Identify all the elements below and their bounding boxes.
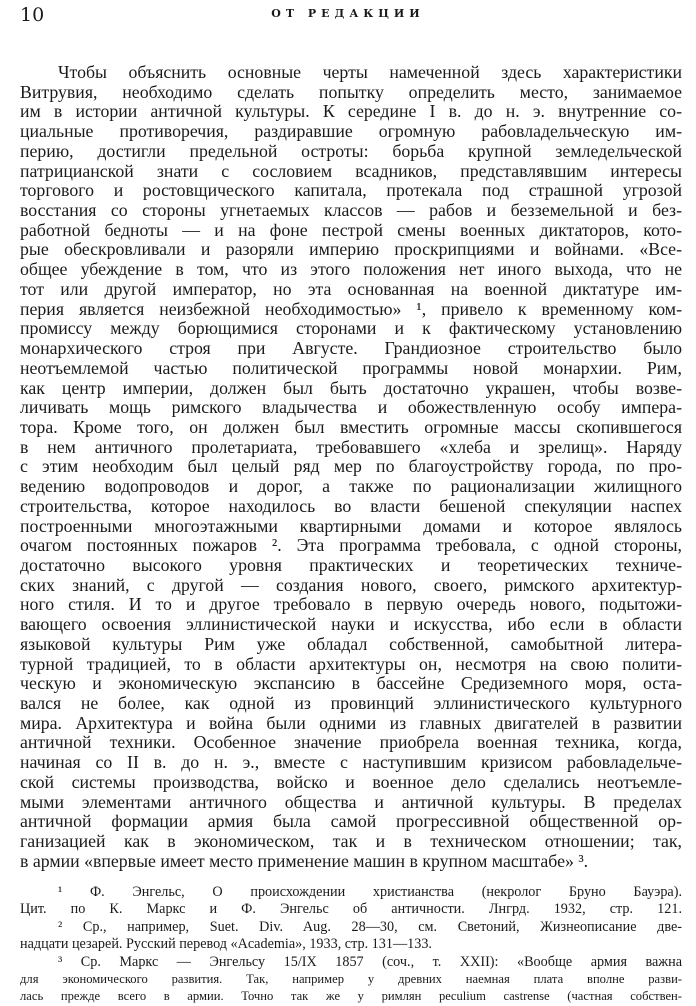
- text-line: ведению водопроводов и дорог, а также по рационализации жилищного: [20, 476, 682, 497]
- text-line: построенными многоэтажными квартирными домами и которое являлось: [20, 515, 682, 536]
- text-line: монархического строя при Августе. Грандиозное строительство было: [20, 338, 682, 359]
- text-line: перию, достигли предельной остроты: борьба крупной земледельческой: [20, 140, 682, 161]
- footnotes: [20, 884, 682, 1006]
- footnote-line: Цит. по К. Маркс и Ф. Энгельс об античности. Лнгрд. 1932, стр. 121.: [20, 901, 682, 918]
- page-number: 10: [20, 4, 45, 26]
- text-line: как центр империи, должен был быть достаточно украшен, чтобы возве-: [20, 377, 682, 398]
- text-line: циальные противоречия, раздиравшие огромную рабовладельческую им-: [20, 121, 682, 142]
- text-line: общее убеждение в том, что из этого положения нет иного выхода, что не: [20, 259, 682, 280]
- text-line: личивать мощь римского владычества и обожествленную особу импера-: [20, 397, 682, 418]
- text-line: ской системы производства, войско и военное дело сделались неотъемле-: [20, 771, 682, 792]
- text-line: достаточно высокого уровня практических и теоретических техниче-: [20, 554, 682, 575]
- footnote-line: надцати цезарей. Русский перевод «Academia», 1933, стр. 131—133.: [20, 936, 432, 953]
- text-line: ганизацией как в экономическом, так и в техническом отношении; так,: [20, 831, 682, 852]
- text-line: очагом постоянных пожаров ². Эта программа требовала, с одной стороны,: [20, 535, 682, 556]
- text-line: античной формации армия была самой прогрессивной общественной ор-: [20, 811, 682, 832]
- text-line: перия является неизбежной необходимостью» ¹, привело к временному ком-: [20, 298, 682, 319]
- text-line: вающего освоения эллинистической науки и искусства, ибо если в области: [20, 614, 682, 635]
- text-line: им в истории античной культуры. К середине I в. до н. э. внутренние со-: [20, 101, 682, 122]
- text-line: мыми элементами античного общества и античной культуры. В пределах: [20, 791, 682, 812]
- text-line: античной техники. Особенное значение приобрела военная техника, когда,: [20, 732, 682, 753]
- text-line: тот или другой император, но эта основанная на военной диктатуре им-: [20, 278, 682, 299]
- text-line: неотъемлемой частью политической программы новой монархии. Рим,: [20, 357, 682, 378]
- text-line: Чтобы объяснить основные черты намеченной здесь характеристики: [58, 62, 682, 82]
- text-line: строительства, которое находилось во власти бешеной спекуляции наспех: [20, 495, 682, 516]
- text-line: начиная со II в. до н. э., вместе с наступившим кризисом рабовладельче-: [20, 752, 682, 773]
- text-line: патрицианской знати с сословием всадников, представлявшим интересы: [20, 160, 682, 181]
- footnote-line: для экономического развития. Так, например у древних наемная плата вполне разви-: [20, 971, 682, 986]
- text-line: восстания со стороны угнетаемых классов — рабов и безземельной и без-: [20, 200, 682, 221]
- footnote-line: ² Ср., например, Suet. Div. Aug. 28—30, см. Светоний, Жизнеописание две-: [58, 918, 682, 935]
- text-line: Витрувия, необходимо сделать попытку определить место, занимаемое: [20, 81, 682, 102]
- footnote-line: лась прежде всего в армии. Точно так же у римлян peculium castrense (частная собствен-: [20, 989, 682, 1004]
- text-line: рые обескровливали и разоряли империю проскрипциями и войнами. «Все-: [20, 239, 682, 260]
- footnote-line: ¹ Ф. Энгельс, О происхождении христианства (некролог Бруно Бауэра).: [58, 884, 682, 900]
- text-line: мира. Архитектура и война были одними из главных двигателей в развитии: [20, 712, 682, 733]
- text-line: вался не более, как одной из провинций эллинистического культурного: [20, 693, 682, 713]
- text-line: ских знаний, с другой — создания нового, своего, римского архитектур-: [20, 574, 682, 595]
- running-title: ОТ РЕДАКЦИИ: [271, 7, 425, 20]
- text-line: торгового и ростовщического капитала, протекала под страшной угрозой: [20, 180, 682, 201]
- footnote-line: ³ Ср. Маркс — Энгельсу 15/IX 1857 (соч., т. XXII): «Вообще армия важна: [58, 953, 682, 970]
- text-line: языковой культуры Рим уже обладал собственной, самобытной литера-: [20, 633, 682, 654]
- text-line: ного стиля. И то и другое требовало в первую очередь нового, подытожи-: [20, 594, 682, 615]
- text-line: в армии «впервые имеет место применение машин в крупном масштабе» ³.: [20, 850, 589, 871]
- text-line: в нем античного пролетариата, требовавшего «хлеба и зрелищ». Наряду: [20, 436, 682, 457]
- text-line: ческую и экономическую экспансию в бассейне Средиземного моря, оста-: [20, 673, 682, 694]
- text-line: турной традицией, то в области архитектуры он, несмотря на свою полити-: [20, 653, 682, 674]
- text-line: работной бедноты — и на фоне пестрой смены военных диктаторов, кото-: [20, 219, 682, 240]
- body-text: [20, 63, 682, 871]
- text-line: с этим необходим был целый ряд мер по благоустройству города, по про-: [20, 456, 682, 477]
- text-line: промиссу между борющимися сторонами и к фактическому установлению: [20, 318, 682, 339]
- text-line: тора. Кроме того, он должен был вместить огромные массы скопившегося: [20, 416, 682, 437]
